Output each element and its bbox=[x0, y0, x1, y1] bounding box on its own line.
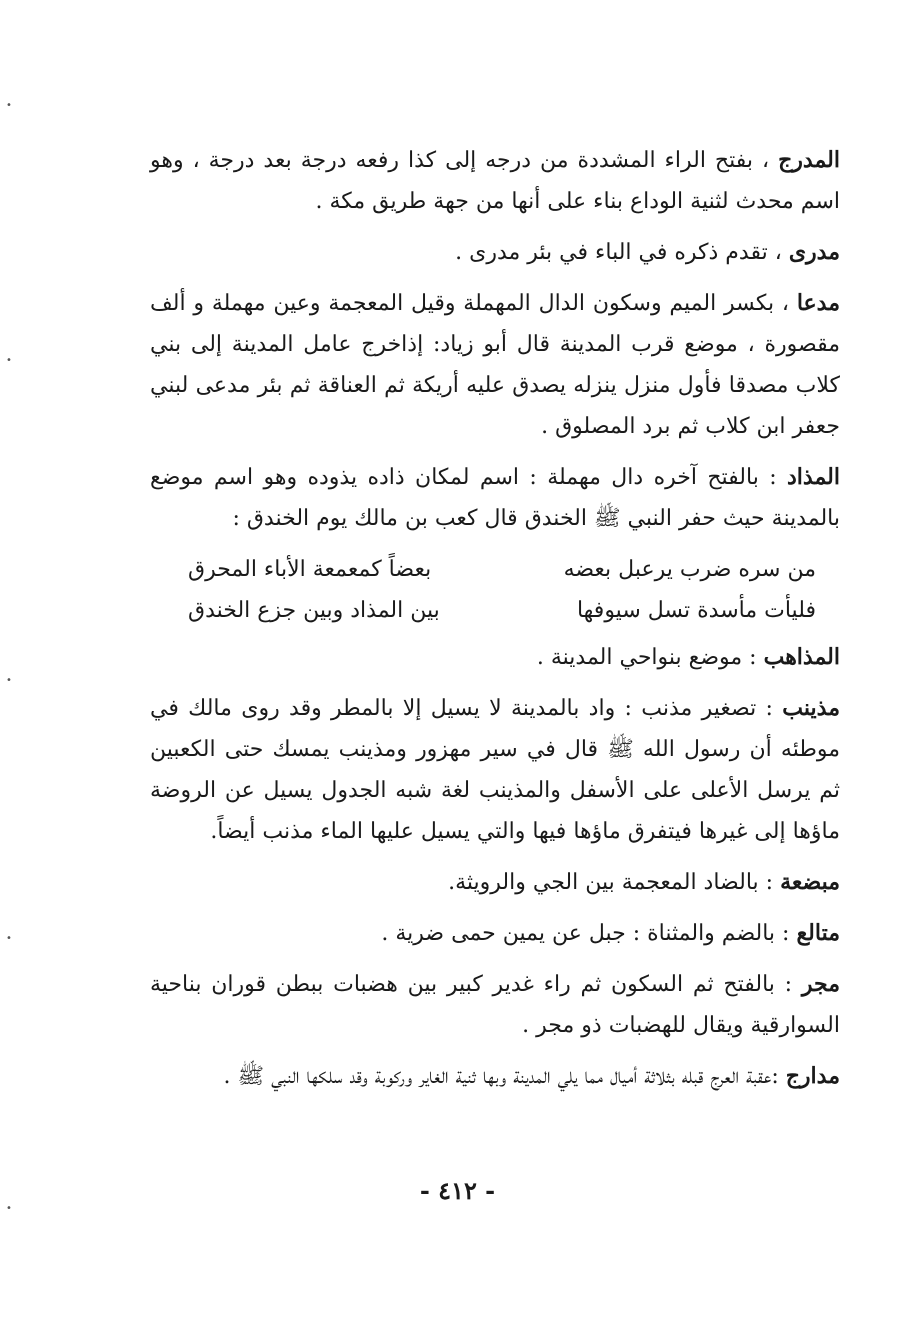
entry-headword: مذينب bbox=[782, 695, 840, 721]
entry-madra bbox=[150, 232, 840, 273]
verse-line bbox=[188, 590, 816, 631]
scan-speck: • bbox=[6, 675, 12, 686]
entry-headword: مدارج bbox=[785, 1063, 840, 1089]
page-body bbox=[150, 140, 840, 1240]
entry-headword: المدرج bbox=[778, 147, 840, 173]
poem-verse bbox=[150, 549, 840, 631]
entry-almadhahib bbox=[150, 637, 840, 678]
verse-second-hemistich: بعضاً كمعمعة الأباء المحرق bbox=[188, 557, 432, 582]
entry-almadhad bbox=[150, 457, 840, 539]
entry-headword: المذاد bbox=[787, 464, 840, 490]
entry-text: ، بفتح الراء المشددة من درجه إلى كذا رفعه درجة بعد درجة ، وهو اسم محدث لثنية الوداع بناء على أنها من جهة طريق مكة . bbox=[150, 148, 840, 214]
entry-text: : بالضم والمثناة : جبل عن يمين حمى ضرية . bbox=[381, 921, 797, 946]
entry-majr bbox=[150, 964, 840, 1046]
scan-speck: • bbox=[6, 100, 12, 111]
verse-first-hemistich: من سره ضرب يرعبل بعضه bbox=[563, 557, 816, 582]
entry-text: : بالفتح آخره دال مهملة : اسم لمكان ذاده يذوده وهو اسم موضع بالمدينة حيث حفر النبي ﷺ الخندق قال كعب بن مالك يوم الخندق : bbox=[150, 465, 840, 531]
entry-mudhaynib bbox=[150, 688, 840, 852]
entry-almudraj bbox=[150, 140, 840, 222]
entry-text: : تصغير مذنب : واد بالمدينة لا يسيل إلا بالمطر وقد روى مالك في موطئه أن رسول الله ﷺ قال في سير مهزور ومذينب يمسك حتى الكعبين ثم يرسل الأعلى على الأسفل والمذينب لغة شبه الجدول يسيل عن الروضة ماؤها إلى غيرها فيتفرق ماؤها فيها والتي يسيل عليها الماء مذنب أيضاً. bbox=[150, 696, 840, 844]
entry-madarij bbox=[150, 1056, 840, 1097]
scan-speck: • bbox=[6, 1203, 12, 1214]
entry-headword: مدرى bbox=[788, 239, 840, 265]
entry-text: : بالفتح ثم السكون ثم راء غدير كبير بين هضبات ببطن قوران بناحية السوارقية ويقال للهضبات ذو مجر . bbox=[150, 972, 840, 1038]
page-number: - ٤١٢ - bbox=[419, 1176, 496, 1205]
entry-text: ، بكسر الميم وسكون الدال المهملة وقيل المعجمة وعين مهملة و ألف مقصورة ، موضع قرب المدينة قال أبو زياد: إذاخرج عامل المدينة إلى بني كلاب مصدقا فأول منزل ينزله يصدق عليه أريكة ثم العناقة ثم بئر مدعى لبني جعفر ابن كلاب ثم برد المصلوق . bbox=[150, 291, 840, 439]
entry-headword: متالع bbox=[796, 920, 840, 946]
entry-headword: المذاهب bbox=[763, 644, 840, 670]
entry-text: :عقبة العرج قبله بثلاثة أميال مما يلي المدينة وبها ثنية الغاير وركوبة وقد سلكها النبي ﷺ . bbox=[223, 1064, 786, 1089]
verse-line bbox=[188, 549, 816, 590]
scan-speck: • bbox=[6, 933, 12, 944]
verse-first-hemistich: فليأت مأسدة تسل سيوفها bbox=[576, 598, 816, 623]
entry-headword: مدعا bbox=[796, 290, 840, 316]
entry-text: : بالضاد المعجمة بين الجي والرويثة. bbox=[448, 870, 781, 895]
verse-second-hemistich: بين المذاد وبين جزع الخندق bbox=[188, 598, 440, 623]
entry-headword: مجر bbox=[801, 971, 840, 997]
entry-mabdaa bbox=[150, 862, 840, 903]
entry-text: ، تقدم ذكره في الباء في بئر مدرى . bbox=[455, 240, 789, 265]
entry-mada bbox=[150, 283, 840, 447]
entry-mutali bbox=[150, 913, 840, 954]
entry-headword: مبضعة bbox=[780, 869, 840, 895]
scan-speck: • bbox=[6, 355, 12, 366]
entry-text: : موضع بنواحي المدينة . bbox=[536, 645, 764, 670]
